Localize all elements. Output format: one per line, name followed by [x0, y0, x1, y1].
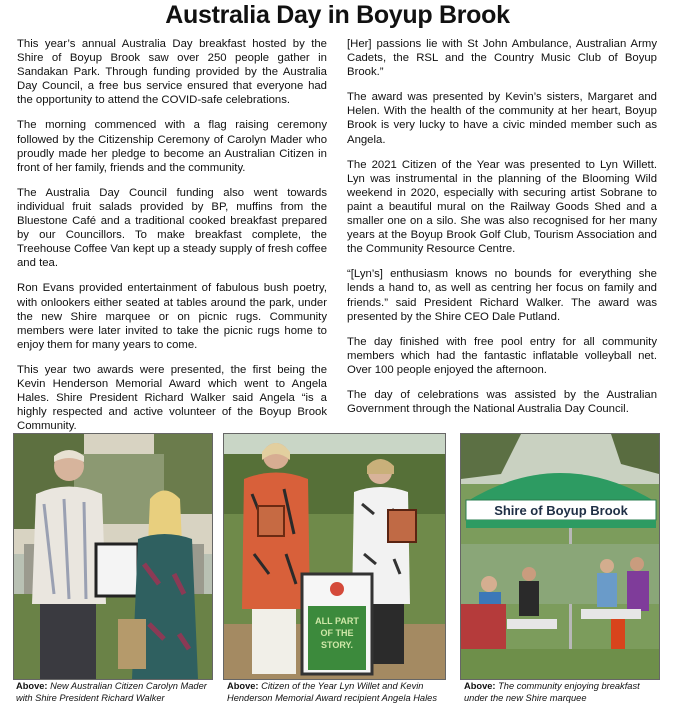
photo-caption [464, 680, 660, 704]
caption-text: Citizen of the Year Lyn Willet and Kevin Henderson Memorial Award recipient Angela Hales [227, 681, 437, 703]
caption-text: New Australian Citizen Carolyn Mader with Shire President Richard Walker [16, 681, 207, 703]
paragraph: This year two awards were presented, the first being the Kevin Henderson Memorial Award which went to Angela Hales. Shire President Richard Walker said Angela “is a highly respected and active volunteer of the Boyup Brook Community. [17, 363, 327, 433]
caption-label: Above: [227, 681, 259, 691]
paragraph: The morning commenced with a flag raising ceremony followed by the Citizenship Ceremony of Carolyn Mader who proudly made her pledge to become an Australian Citizen in front of her family, friends and the community. [17, 119, 327, 174]
paragraph: The Australia Day Council funding also went towards individual fruit salads provided by BP, muffins from the Bluestone Café and a traditional cooked breakfast prepared by our Councillors. To make breakfast complete, the Treehouse Coffee Van kept up a steady supply of fresh coffee and tea. [17, 186, 327, 270]
photo-caption [227, 680, 447, 704]
paragraph: Ron Evans provided entertainment of fabulous bush poetry, with onlookers either seated at tables around the park, under the new Shire marquee or on picnic rugs. Community members were later invited to take the picnic rugs home to enjoy them for many years to come. [17, 282, 327, 351]
paragraph: The award was presented by Kevin’s sisters, Margaret and Helen. With the health of the community at her heart, Boyup Brook is very lucky to have a civic minded member such as Angela. [347, 91, 657, 146]
paragraph: The day of celebrations was assisted by the Australian Government through the National Australia Day Council. [347, 388, 657, 416]
caption-label: Above: [464, 681, 496, 691]
paragraph: The day finished with free pool entry for all community members which had the fantastic inflatable volleyball net. Over 100 people enjoyed the afternoon. [347, 335, 657, 376]
caption-text: The community enjoying breakfast under the new Shire marquee [464, 681, 640, 703]
sign-text: ALL PART [315, 616, 359, 626]
page-title: Australia Day in Boyup Brook [165, 1, 510, 29]
paragraph: [Her] passions lie with St John Ambulance, Australian Army Cadets, the RSL and the Country Music Club of Boyup Brook.” [347, 38, 657, 79]
paragraph: “[Lyn’s] enthusiasm knows no bounds for everything she lends a hand to, as well as centring her focus on family and friends.” said President Richard Walker. The award was presented by the Shire CEO Dale Putland. [347, 268, 657, 323]
photo-citizenship [13, 433, 213, 680]
sign-text: STORY. [320, 640, 354, 650]
photo-caption [16, 680, 212, 704]
paragraph: The 2021 Citizen of the Year was presented to Lyn Willett. Lyn was instrumental in the planning of the Blooming Wild weekend in 2020, especially with securing artist Sobrane to paint a beautiful mural on the Railway Goods Shed and a smaller one on a silo. She was also recognised for her many years at the Boyup Brook Golf Club, Tourism Association and the Community Resource Centre. [347, 158, 657, 256]
sign-text: OF THE [320, 628, 354, 638]
left-column [17, 37, 327, 444]
caption-label: Above: [16, 681, 48, 691]
photo-award-recipients [223, 433, 446, 680]
paragraph: This year’s annual Australia Day breakfast hosted by the Shire of Boyup Brook saw over 250 people gather in Sandakan Park. Through funding provided by the Australia Day Council, a free bus service ensured that everyone had the opportunity to attend the COVID-safe celebrations. [17, 38, 327, 107]
photo-marquee-breakfast [460, 433, 660, 680]
marquee-banner-text: Shire of Boyup Brook [494, 503, 628, 518]
right-column [347, 37, 657, 427]
